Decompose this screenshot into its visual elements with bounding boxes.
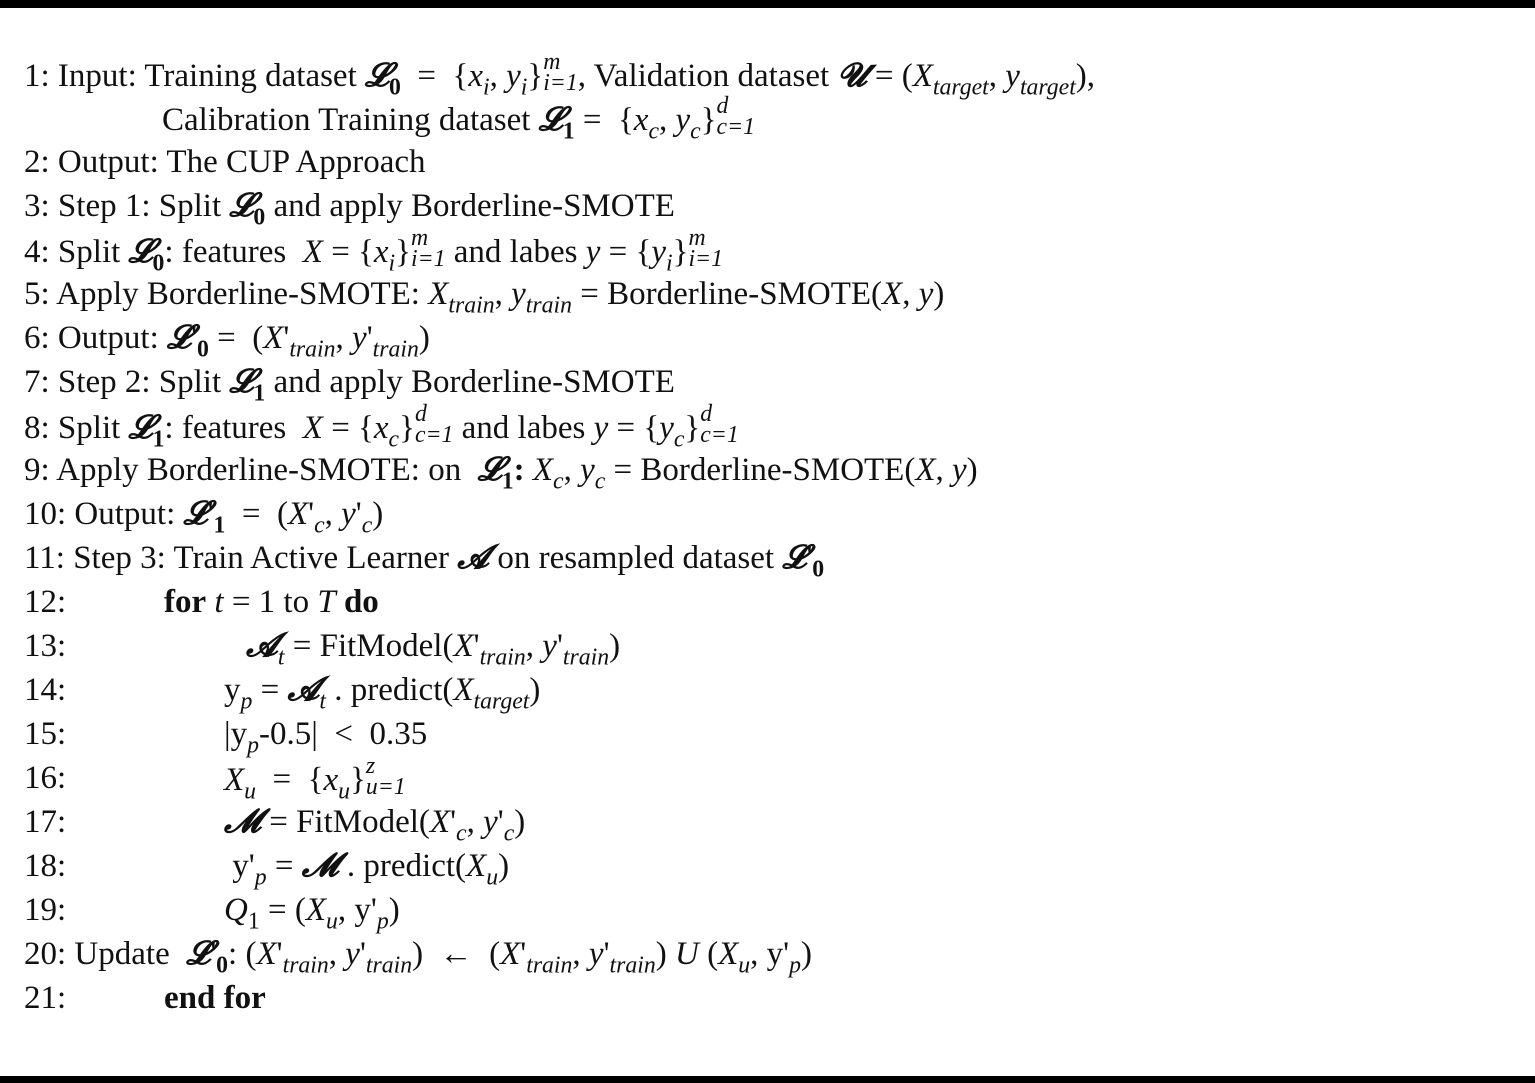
line-number: 18:	[24, 848, 67, 884]
line-number: 3:	[24, 188, 50, 224]
line-number: 13:	[24, 628, 67, 664]
line-text: Update $𝓛'_0$: ($X'_{train}$, $y'_{train}$) ← ($X'_{train}$, $y'_{train}$) U ($X_u$, $y'_p$)	[74, 936, 812, 979]
line-number: 7:	[24, 364, 50, 400]
line-number: 21:	[24, 980, 67, 1016]
line-text: $y_p$ = 𝓐$_t$ . $predict(X_{target})$	[224, 672, 541, 715]
line-number: 1:	[24, 57, 50, 94]
line-text: Output: $𝓛'_0 = (X'_{train}$, $y'_{train}$)	[57, 320, 430, 363]
line-number: 2:	[24, 144, 50, 180]
algorithm-block	[24, 49, 1504, 1020]
line-text: Input: Training dataset 𝓛$_0$ = {$x_i$, $y_i$} m i=1 , Validation dataset 𝓤 = ($X_{target}$, $y_{target}$),	[57, 49, 1096, 100]
algorithm-line-15	[24, 712, 1504, 759]
line-number: 5:	[24, 276, 50, 312]
algorithm-line-10	[24, 492, 1504, 539]
line-number: 4:	[24, 233, 50, 270]
algorithm-line-13	[24, 624, 1504, 671]
line-number: 16:	[24, 760, 67, 796]
algorithm-line-19	[24, 888, 1504, 935]
top-rule	[0, 0, 1535, 8]
line-number: 10:	[24, 496, 67, 532]
line-text: $|y_p-0.5| < 0.35$	[224, 716, 428, 759]
line-text: Step 1: Split 𝓛$_0$ and apply Borderline-SMOTE	[57, 188, 675, 231]
algorithm-line-1	[24, 49, 1504, 100]
line-text: Apply Borderline-SMOTE: on 𝓛$_1$: $X_c$, $y_c$ = Borderline-SMOTE(X, y)	[56, 452, 978, 495]
line-number: 19:	[24, 892, 67, 928]
algorithm-line-3	[24, 184, 1504, 231]
algorithm-line-12	[24, 580, 1504, 624]
line-text: Apply Borderline-SMOTE: $X_{train}$, $y_{train}$ = Borderline-SMOTE(X, y)	[56, 276, 945, 319]
algorithm-line-8	[24, 401, 1504, 452]
line-number: 15:	[24, 716, 67, 752]
algorithm-line-17	[24, 800, 1504, 847]
line-text: Split 𝓛$_1$: features $X = \{x_c\}$ d c=1 and labes $y = \{y_c\}$ d c=1	[57, 401, 739, 452]
line-number: 14:	[24, 672, 67, 708]
line-number: 12:	[24, 584, 67, 620]
algorithm-line-2	[24, 140, 1504, 184]
algorithm-line-1-continued	[24, 93, 1504, 144]
line-text: $y'_p$ = 𝓜 . $predict(X_u)$	[224, 848, 510, 891]
algorithm-line-4	[24, 225, 1504, 276]
algorithm-line-11	[24, 536, 1504, 583]
line-text: Step 2: Split 𝓛$_1$ and apply Borderline-SMOTE	[57, 364, 675, 407]
line-text: 𝓐$_t$ = $FitModel(X'_{train}$, $y'_{train}$)	[246, 628, 621, 671]
algorithm-line-16	[24, 753, 1504, 804]
line-number: 6:	[24, 320, 50, 356]
line-text: for t = 1 to T do	[164, 584, 379, 620]
algorithm-line-20	[24, 932, 1504, 979]
line-text: Step 3: Train Active Learner 𝓐 on resampled dataset $𝓛'_0$	[73, 540, 825, 583]
line-text: end for	[164, 980, 266, 1016]
line-number: 17:	[24, 804, 67, 840]
bottom-rule	[0, 1076, 1535, 1083]
line-text: Calibration Training dataset 𝓛$_1$ = {$x_c$, $y_c$} d c=1	[162, 93, 755, 144]
line-text: $Q_1 = (X_u$, $y'_p$)	[224, 892, 400, 935]
line-text: 𝓜 = $FitModel(X'_c$, $y'_c$)	[224, 804, 526, 847]
algorithm-line-18	[24, 844, 1504, 891]
line-text: Split 𝓛$_0$: features $X = \{x_i\}$ m i=1 and labes $y = \{y_i\}$ m i=1	[57, 225, 723, 276]
algorithm-line-7	[24, 360, 1504, 407]
algorithm-line-5	[24, 272, 1504, 319]
algorithm-line-21	[24, 976, 1504, 1020]
line-number: 8:	[24, 409, 50, 446]
line-number: 9:	[24, 452, 50, 488]
algorithm-line-9	[24, 448, 1504, 495]
algorithm-line-6	[24, 316, 1504, 363]
line-text: Output: $𝓛'_1 = (X'_c$, $y'_c$)	[74, 496, 384, 539]
line-number: 20:	[24, 936, 67, 972]
algorithm-line-14	[24, 668, 1504, 715]
line-text: $X_u = \{x_u\}$ z u=1	[224, 753, 406, 804]
line-text: Output: The CUP Approach	[57, 144, 426, 180]
line-number: 11:	[24, 540, 65, 576]
